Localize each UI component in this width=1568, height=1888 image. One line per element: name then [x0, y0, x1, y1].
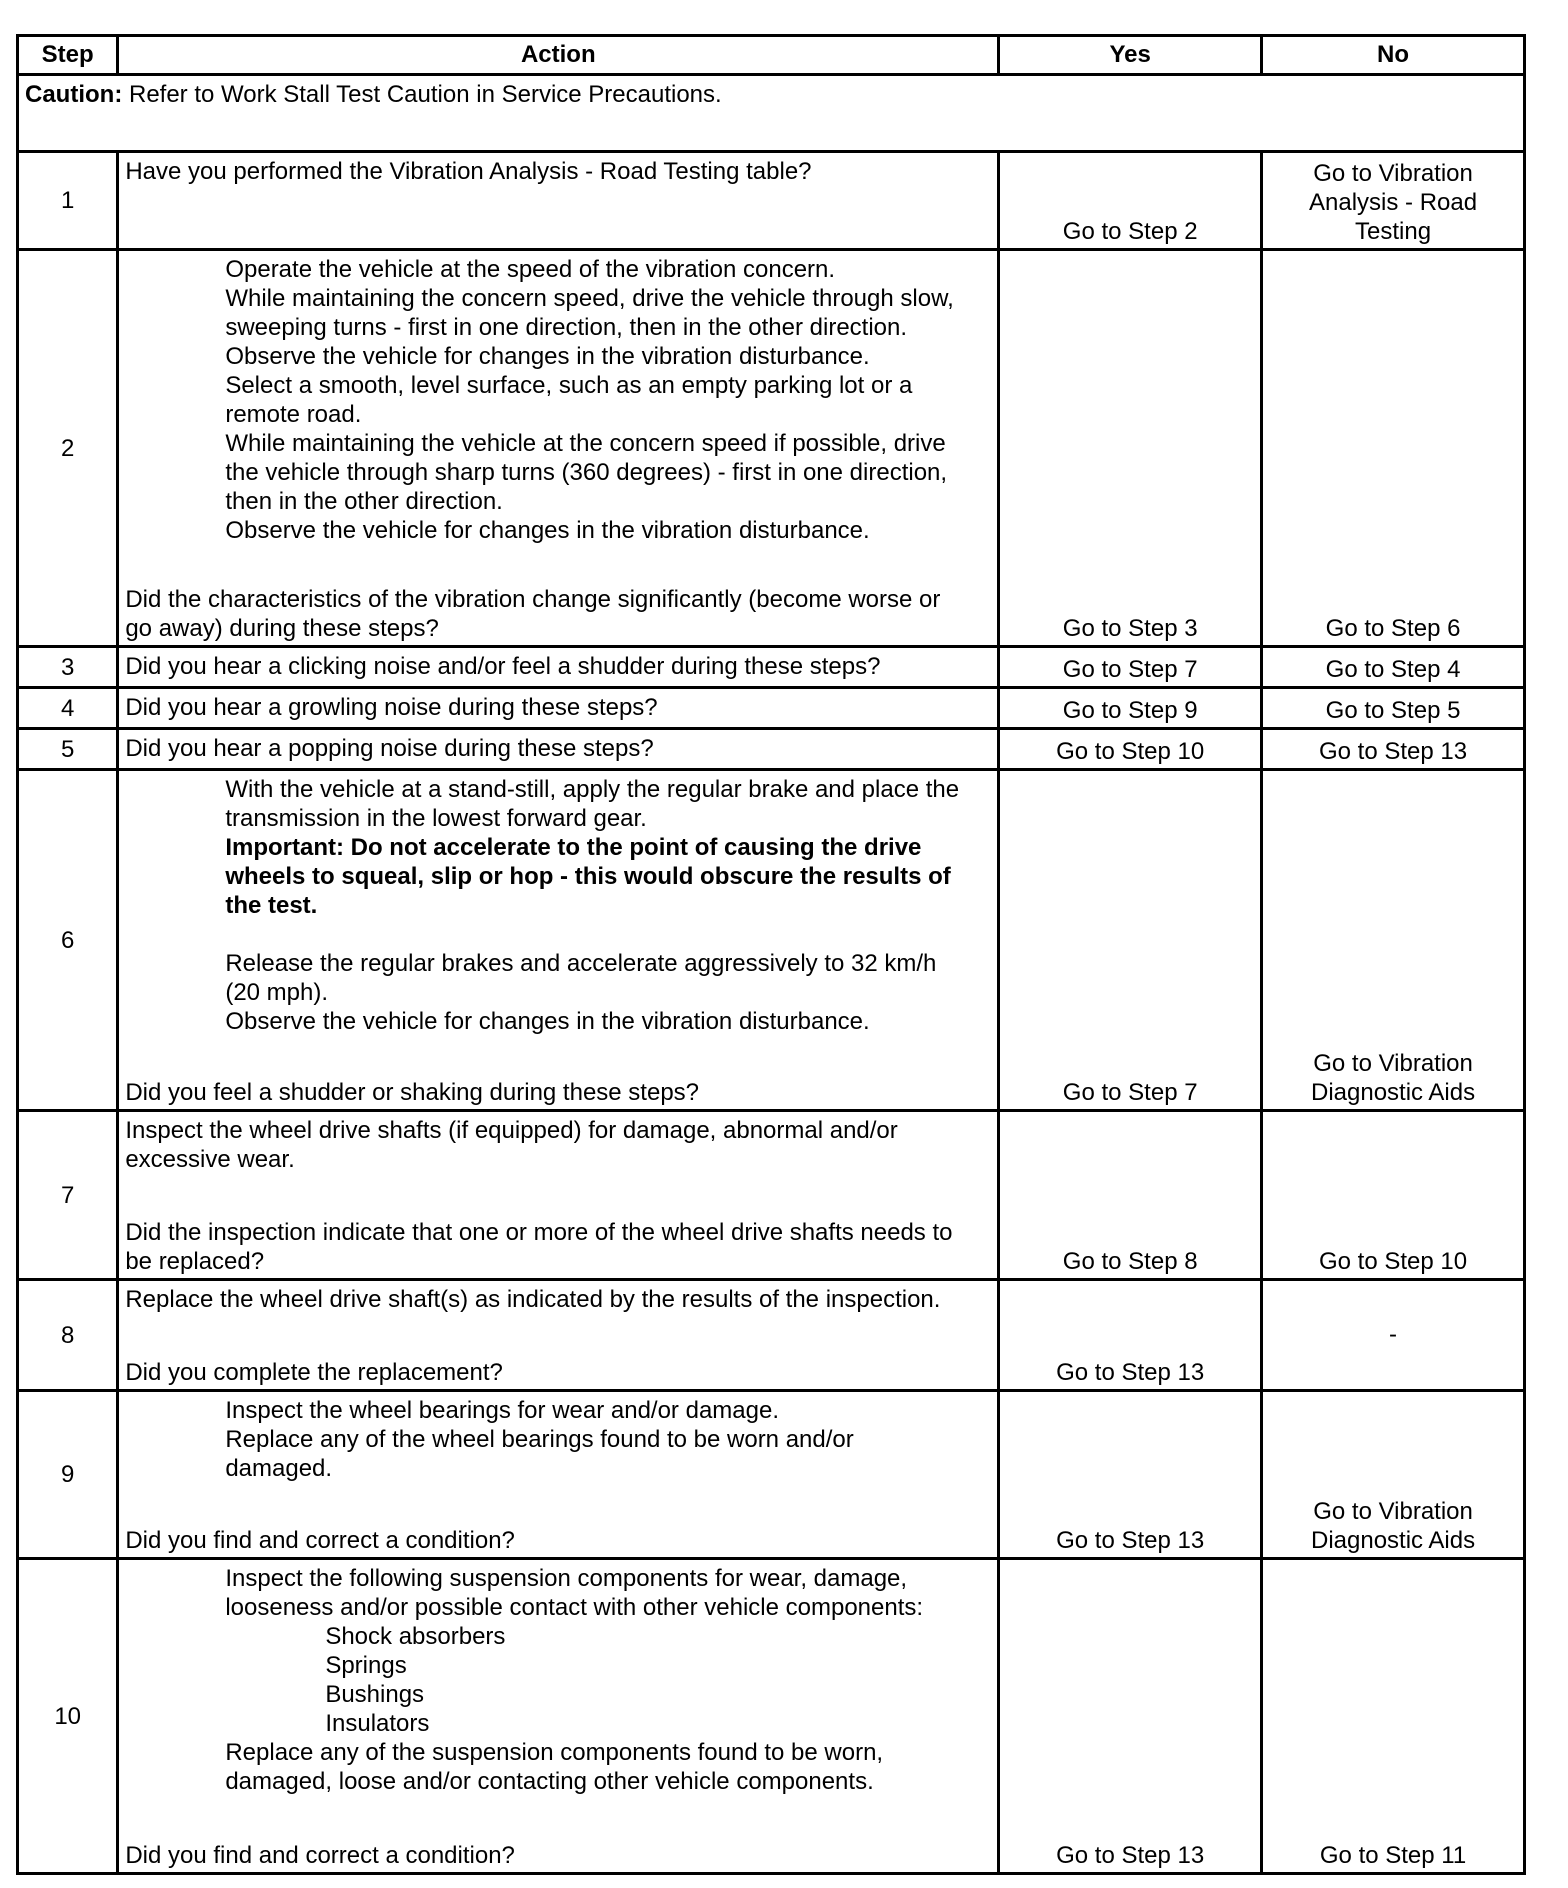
- action-cell: [118, 152, 999, 250]
- no-cell: Go to Step 10: [1262, 1111, 1525, 1280]
- procedure-line: looseness and/or possible contact with other vehicle components:: [225, 1594, 924, 1621]
- header-row: [18, 36, 1525, 75]
- question-text: Did you find and correct a condition?: [125, 1527, 515, 1554]
- header-action: Action: [118, 36, 999, 75]
- procedure-steps: [125, 1564, 991, 1796]
- no-line: Go to Vibration: [1313, 1498, 1473, 1525]
- question-text: Did you hear a popping noise during these steps?: [118, 729, 999, 770]
- caution-text: Refer to Work Stall Test Caution in Service Precautions.: [122, 81, 722, 108]
- step-number: 1: [18, 152, 118, 250]
- no-line: Testing: [1355, 218, 1432, 245]
- procedure-line: Observe the vehicle for changes in the vibration disturbance.: [225, 517, 870, 544]
- question-text: Did you hear a clicking noise and/or feel a shudder during these steps?: [118, 647, 999, 688]
- procedure-line: then in the other direction.: [225, 488, 503, 515]
- caution-row: [18, 75, 1525, 152]
- procedure-line: damaged, loose and/or contacting other vehicle components.: [225, 1768, 874, 1795]
- table-row: [18, 1391, 1525, 1559]
- yes-cell: Go to Step 7: [999, 770, 1262, 1111]
- step-number: 7: [18, 1111, 118, 1280]
- procedure-line: With the vehicle at a stand-still, apply the regular brake and place the: [225, 776, 960, 803]
- header-step: Step: [18, 36, 118, 75]
- no-cell: Go to Step 6: [1262, 250, 1525, 647]
- no-cell: Go to Step 4: [1262, 647, 1525, 688]
- table-row: [18, 688, 1525, 729]
- inspection-text: [125, 1116, 991, 1174]
- question-text: [125, 585, 991, 643]
- procedure-line: Replace any of the suspension components found to be worn,: [225, 1739, 884, 1766]
- important-note: [225, 833, 991, 920]
- table-row: [18, 1280, 1525, 1391]
- question-text: Did you hear a growling noise during these steps?: [118, 688, 999, 729]
- table-row: [18, 729, 1525, 770]
- action-cell: [118, 1111, 999, 1280]
- step-number: 2: [18, 250, 118, 647]
- yes-cell: Go to Step 2: [999, 152, 1262, 250]
- yes-cell: Go to Step 7: [999, 647, 1262, 688]
- important-line: Important: Do not accelerate to the point of causing the drive: [225, 834, 922, 861]
- question-line: Did the inspection indicate that one or more of the wheel drive shafts needs to: [125, 1219, 953, 1246]
- procedure-line: (20 mph).: [225, 979, 329, 1006]
- no-cell: Go to Step 5: [1262, 688, 1525, 729]
- question-text: Did you feel a shudder or shaking during these steps?: [125, 1079, 700, 1106]
- procedure-line: While maintaining the concern speed, drive the vehicle through slow,: [225, 285, 954, 312]
- table-row: [18, 1111, 1525, 1280]
- procedure-line: Select a smooth, level surface, such as an empty parking lot or a: [225, 372, 913, 399]
- no-line: Go to Vibration: [1313, 160, 1473, 187]
- table-row: [18, 250, 1525, 647]
- no-line: Go to Vibration: [1313, 1050, 1473, 1077]
- table-row: [18, 770, 1525, 1111]
- text-line: excessive wear.: [125, 1146, 295, 1173]
- caution-cell: [18, 75, 1525, 152]
- no-cell: [1262, 152, 1525, 250]
- procedure-line: sweeping turns - first in one direction, then in the other direction.: [225, 314, 908, 341]
- component-item: Insulators: [325, 1710, 430, 1737]
- no-cell: Go to Step 13: [1262, 729, 1525, 770]
- table-row: [18, 1559, 1525, 1874]
- question-text: Have you performed the Vibration Analysis - Road Testing table?: [125, 158, 812, 185]
- question-line: go away) during these steps?: [125, 615, 439, 642]
- component-list: [225, 1622, 991, 1738]
- procedure-line: Operate the vehicle at the speed of the vibration concern.: [225, 256, 836, 283]
- table-row: [18, 152, 1525, 250]
- yes-cell: Go to Step 3: [999, 250, 1262, 647]
- action-cell: [118, 1559, 999, 1874]
- yes-cell: Go to Step 13: [999, 1280, 1262, 1391]
- no-line: Analysis - Road: [1309, 189, 1478, 216]
- action-cell: [118, 770, 999, 1111]
- question-line: be replaced?: [125, 1248, 265, 1275]
- procedure-steps: [125, 255, 991, 545]
- yes-cell: Go to Step 13: [999, 1559, 1262, 1874]
- component-item: Springs: [325, 1652, 407, 1679]
- procedure-line: damaged.: [225, 1455, 333, 1482]
- yes-cell: Go to Step 8: [999, 1111, 1262, 1280]
- procedure-line: While maintaining the vehicle at the concern speed if possible, drive: [225, 430, 946, 457]
- no-cell: [1262, 770, 1525, 1111]
- no-line: Diagnostic Aids: [1311, 1527, 1476, 1554]
- action-cell: [118, 1391, 999, 1559]
- no-cell: Go to Step 11: [1262, 1559, 1525, 1874]
- procedure-line: Release the regular brakes and accelerate aggressively to 32 km/h: [225, 950, 937, 977]
- procedure-line: Observe the vehicle for changes in the vibration disturbance.: [225, 343, 870, 370]
- table-row: [18, 647, 1525, 688]
- no-line: Diagnostic Aids: [1311, 1079, 1476, 1106]
- question-line: Did the characteristics of the vibration change significantly (become worse or: [125, 586, 941, 613]
- procedure-line: remote road.: [225, 401, 362, 428]
- component-item: Bushings: [325, 1681, 425, 1708]
- step-number: 10: [18, 1559, 118, 1874]
- procedure-line: the vehicle through sharp turns (360 degrees) - first in one direction,: [225, 459, 948, 486]
- step-number: 9: [18, 1391, 118, 1559]
- yes-cell: Go to Step 13: [999, 1391, 1262, 1559]
- yes-cell: Go to Step 9: [999, 688, 1262, 729]
- question-text: Did you find and correct a condition?: [125, 1842, 515, 1869]
- procedure-line: Replace any of the wheel bearings found to be worn and/or: [225, 1426, 854, 1453]
- instruction-text: Replace the wheel drive shaft(s) as indicated by the results of the inspection.: [125, 1286, 941, 1313]
- important-line: wheels to squeal, slip or hop - this would obscure the results of: [225, 863, 951, 890]
- step-number: 5: [18, 729, 118, 770]
- component-item: Shock absorbers: [325, 1623, 506, 1650]
- text-line: Inspect the wheel drive shafts (if equipped) for damage, abnormal and/or: [125, 1117, 898, 1144]
- question-text: Did you complete the replacement?: [125, 1359, 503, 1386]
- procedure-line: Inspect the following suspension components for wear, damage,: [225, 1565, 908, 1592]
- header-yes: Yes: [999, 36, 1262, 75]
- diagnostic-table: [16, 34, 1526, 1875]
- step-number: 4: [18, 688, 118, 729]
- procedure-line: Observe the vehicle for changes in the vibration disturbance.: [225, 1008, 870, 1035]
- step-number: 8: [18, 1280, 118, 1391]
- action-cell: [118, 1280, 999, 1391]
- action-cell: [118, 250, 999, 647]
- procedure-line: transmission in the lowest forward gear.: [225, 805, 647, 832]
- question-text: [125, 1218, 991, 1276]
- header-no: No: [1262, 36, 1525, 75]
- procedure-line: Inspect the wheel bearings for wear and/or damage.: [225, 1397, 779, 1424]
- no-cell: [1262, 1391, 1525, 1559]
- yes-cell: Go to Step 10: [999, 729, 1262, 770]
- caution-label: Caution:: [25, 81, 123, 108]
- important-line: the test.: [225, 892, 318, 919]
- step-number: 6: [18, 770, 118, 1111]
- step-number: 3: [18, 647, 118, 688]
- procedure-steps: [125, 775, 991, 1036]
- procedure-steps: [125, 1396, 991, 1483]
- no-cell: -: [1262, 1280, 1525, 1391]
